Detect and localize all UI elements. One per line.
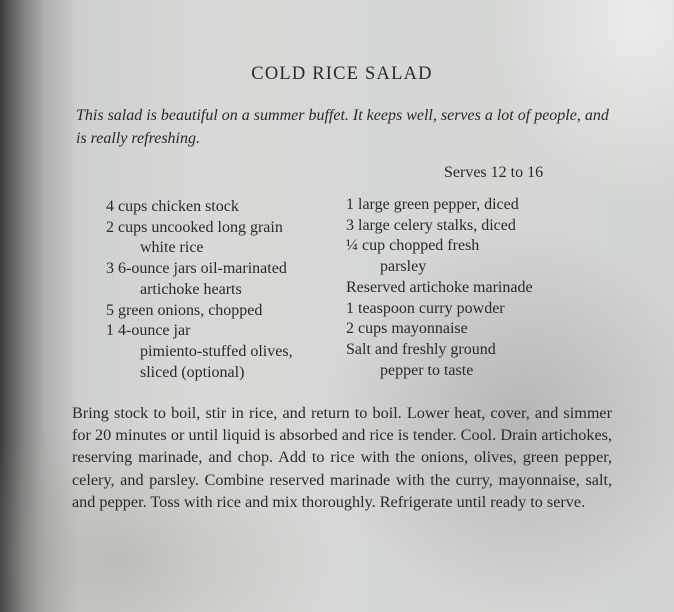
ingredient-line: 3 large celery stalks, diced <box>346 216 516 234</box>
ingredient-line: ¼ cup chopped fresh <box>346 237 480 255</box>
ingredient-line: 1 large green pepper, diced <box>346 196 519 213</box>
ingredient-line-continued: pimiento-stuffed olives, <box>140 342 293 360</box>
ingredient-line-continued: white rice <box>140 239 204 257</box>
ingredient-line-continued: artichoke hearts <box>140 280 242 298</box>
ingredient-line: 4 cups chicken stock <box>106 198 239 215</box>
ingredients-right-column <box>346 195 533 381</box>
ingredient-line: 1 teaspoon curry powder <box>346 299 505 317</box>
ingredient-line-continued: parsley <box>380 258 427 276</box>
recipe-method: Bring stock to boil, stir in rice, and return to boil. Lower heat, cover, and simmer for 20 minutes or until liquid is absorbed and rice is tender. Cool. Drain artichokes, reserving marinade, and chop. Add to rice with the onions, olives, green pepper, celery, and parsley. Combine reserved marinade with the curry, mayonnaise, salt, and pepper. Toss with rice and mix thoroughly. Refrigerate until ready to serve. <box>72 404 612 511</box>
ingredient-line-continued: pepper to taste <box>380 361 474 379</box>
serves-note: Serves 12 to 16 <box>444 164 544 181</box>
ingredient-line-continued: sliced (optional) <box>140 363 245 381</box>
ingredient-line: Salt and freshly ground <box>346 340 496 358</box>
ingredients-left-column <box>106 197 293 383</box>
ingredient-line: 3 6-ounce jars oil-marinated <box>106 260 287 278</box>
ingredient-line: 2 cups mayonnaise <box>346 320 468 338</box>
ingredient-line: 1 4-ounce jar <box>106 322 191 340</box>
ingredient-line: 2 cups uncooked long grain <box>106 218 283 236</box>
recipe-intro: This salad is beautiful on a summer buffet. It keeps well, serves a lot of people, and is really refreshing. <box>76 107 609 147</box>
ingredient-line: 5 green onions, chopped <box>106 301 263 319</box>
ingredient-line: Reserved artichoke marinade <box>346 278 533 296</box>
recipe-title: COLD RICE SALAD <box>251 64 433 84</box>
